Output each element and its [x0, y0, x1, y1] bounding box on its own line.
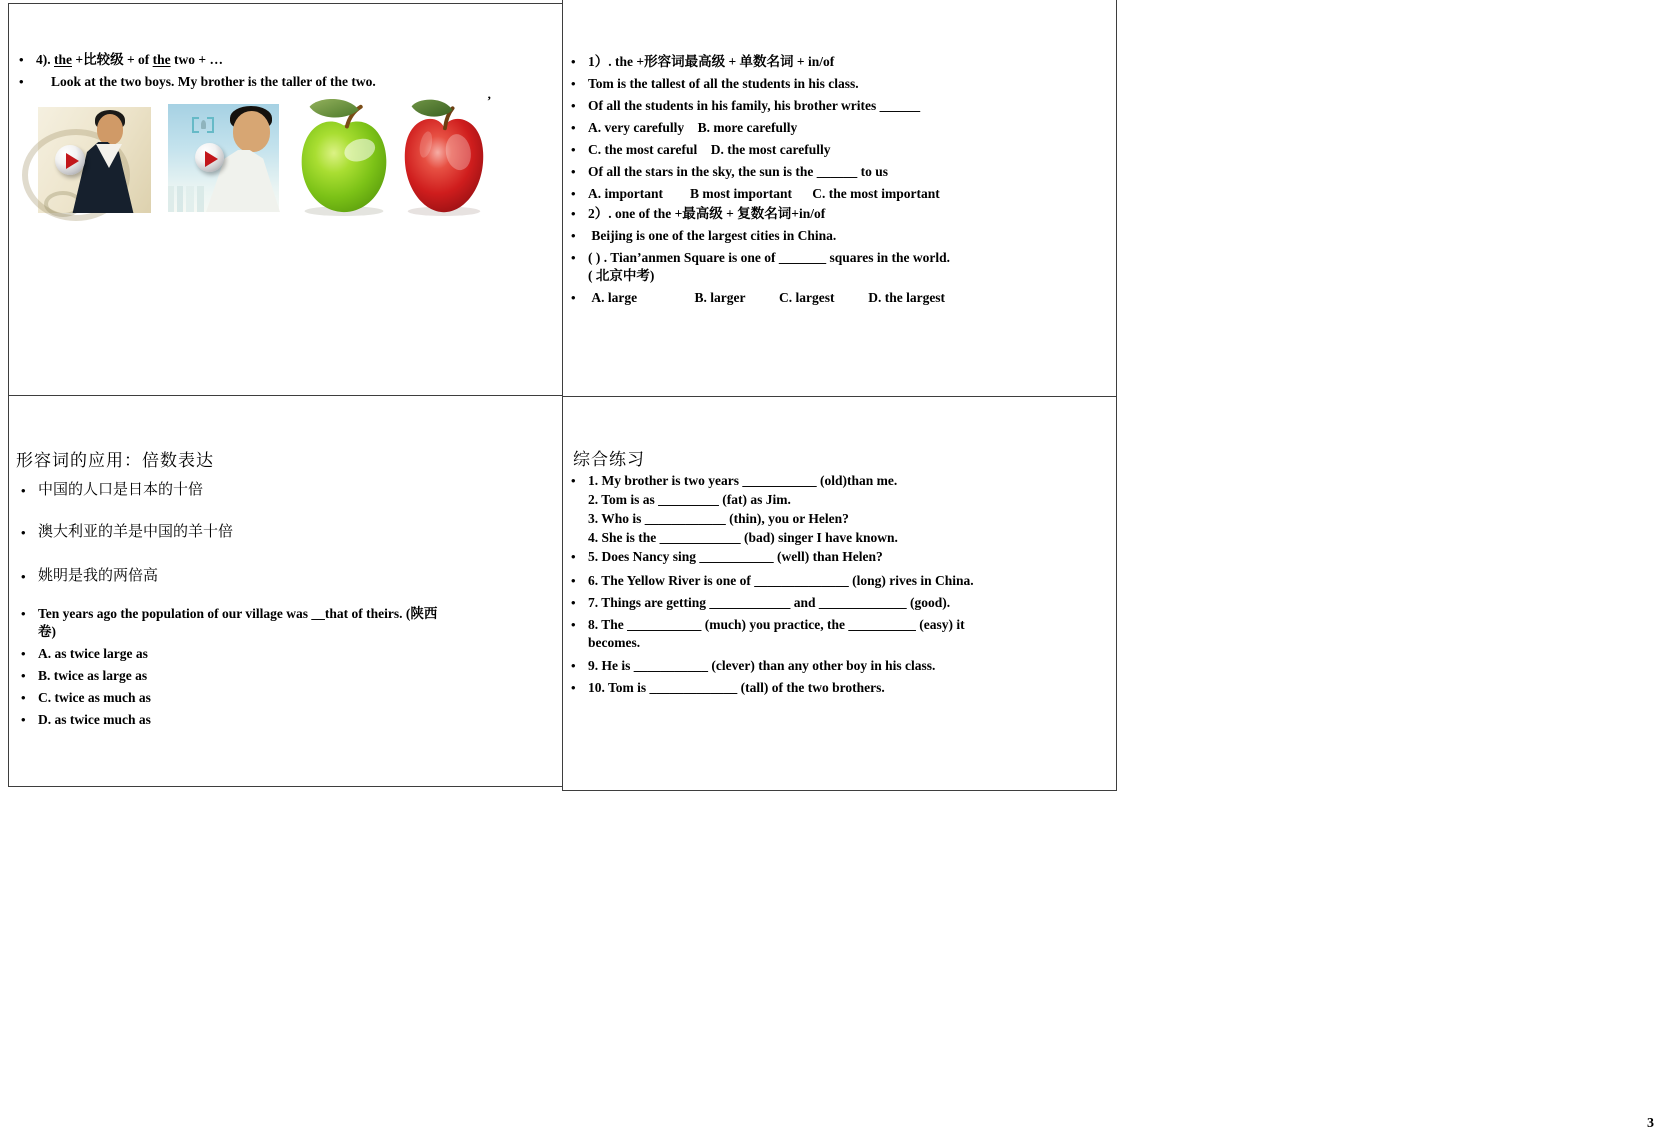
capture-frame-icon [192, 117, 214, 133]
bullet-line [21, 523, 233, 542]
video-thumbnail-man-suit [38, 107, 151, 213]
line-text: 1. My brother is two years ___________ (old)than me. [588, 473, 898, 488]
bullet-icon [571, 248, 588, 267]
bullet-icon [21, 666, 38, 685]
slide-top-right [562, 0, 1117, 397]
bullet-icon [571, 96, 588, 115]
person-glyph [201, 120, 206, 129]
play-icon[interactable] [195, 143, 224, 172]
line-text: 姚明是我的两倍高 [38, 568, 159, 584]
bullet-line [571, 204, 825, 223]
line-text-segment: two + … [170, 52, 223, 67]
line-text: 7. Things are getting ____________ and _____________ (good). [588, 595, 951, 610]
line-text: 4. She is the ____________ (bad) singer I have known. [588, 530, 898, 545]
line-text: C. twice as much as [38, 690, 151, 705]
slide-bottom-left [8, 395, 563, 787]
line-text: 2）. one of the +最高级 + 复数名词+in/of [588, 206, 826, 221]
bullet-icon [21, 567, 38, 586]
bullet-line [21, 567, 158, 586]
slide-bottom-right [562, 396, 1654, 1131]
line-text: B. twice as large as [38, 668, 148, 683]
line-text: Ten years ago the population of our village was __that of theirs. (陕西 [38, 606, 438, 621]
slide-top-left [8, 3, 563, 396]
bullet-icon [571, 547, 588, 566]
bullet-line [571, 615, 965, 634]
bullet-icon [21, 523, 38, 542]
green-apple-image [295, 95, 393, 217]
bullet-line [571, 288, 945, 307]
person-head [233, 111, 270, 152]
line-text: A. important B most important C. the most important [588, 186, 940, 201]
line-text: 澳大利亚的羊是中国的羊十倍 [38, 524, 234, 540]
bullet-line [571, 547, 883, 566]
bullet-icon [21, 688, 38, 707]
bullet-line [571, 678, 885, 697]
line-text: 9. He is ___________ (clever) than any other boy in his class. [588, 658, 936, 673]
continuation-line [588, 266, 654, 285]
bullet-line [571, 248, 950, 267]
line-text: 6. The Yellow River is one of ______________ (long) rives in China. [588, 573, 974, 588]
section-heading: 综合练习 [573, 450, 645, 469]
line-text-segment: +比较级 + of [72, 52, 153, 67]
stray-quote-mark: ’ [487, 93, 492, 108]
bullet-line [571, 118, 797, 137]
line-text: ( ) . Tian’anmen Square is one of _______ squares in the world. [588, 250, 951, 265]
bullet-line [21, 666, 147, 685]
bullet-icon [571, 615, 588, 634]
line-text: 1）. the +形容词最高级 + 单数名词 + in/of [588, 54, 835, 69]
bullet-icon [571, 593, 588, 612]
bullet-icon [571, 471, 588, 490]
line-text: Tom is the tallest of all the students in his class. [588, 76, 859, 91]
bullet-line [571, 571, 974, 590]
line-text: Look at the two boys. My brother is the taller of the two. [51, 74, 376, 89]
bullet-icon [571, 204, 588, 223]
bullet-line [19, 72, 376, 91]
bullet-line [571, 74, 859, 93]
bullet-line [571, 656, 935, 675]
bullet-icon [571, 226, 588, 245]
city-skyline-decor [168, 186, 208, 212]
line-text: 中国的人口是日本的十倍 [38, 482, 204, 498]
bullet-icon [571, 678, 588, 697]
continuation-line [588, 490, 791, 509]
bullet-icon [571, 184, 588, 203]
line-text: Of all the stars in the sky, the sun is the ______ to us [588, 164, 889, 179]
continuation-line [38, 622, 56, 641]
bullet-line [571, 52, 834, 71]
line-text: 卷) [38, 624, 56, 639]
bullet-line [21, 644, 148, 663]
bullet-line [21, 604, 437, 623]
line-text [36, 50, 223, 69]
bullet-icon [571, 656, 588, 675]
bullet-icon [571, 571, 588, 590]
line-text: D. as twice much as [38, 712, 151, 727]
bullet-line [571, 593, 950, 612]
bullet-line [21, 688, 151, 707]
bullet-icon [571, 162, 588, 181]
section-heading: 形容词的应用：倍数表达 [16, 451, 214, 470]
bullet-icon [19, 72, 36, 91]
line-text: becomes. [588, 635, 641, 650]
continuation-line [588, 528, 898, 547]
line-text: Of all the students in his family, his brother writes ______ [588, 98, 921, 113]
play-icon[interactable] [55, 145, 85, 175]
line-text: A. large B. larger C. largest D. the largest [588, 290, 946, 305]
continuation-line [588, 509, 849, 528]
video-thumbnail-man-blue [168, 104, 279, 212]
line-text: ( 北京中考) [588, 268, 655, 283]
line-text: 5. Does Nancy sing ___________ (well) than Helen? [588, 549, 883, 564]
line-text: C. the most careful D. the most carefully [588, 142, 831, 157]
bullet-icon [19, 50, 36, 69]
person-head [97, 114, 123, 145]
bullet-line [571, 140, 830, 159]
bullet-icon [571, 288, 588, 307]
continuation-line [588, 633, 640, 652]
red-apple-image [395, 93, 493, 217]
bullet-line [19, 50, 223, 69]
bullet-line [21, 710, 151, 729]
bullet-line [571, 226, 836, 245]
bullet-icon [21, 481, 38, 500]
line-text: 2. Tom is as _________ (fat) as Jim. [588, 492, 791, 507]
line-text-segment-underlined: the [152, 52, 171, 67]
line-text: 3. Who is ____________ (thin), you or Helen? [588, 511, 849, 526]
bullet-icon [571, 52, 588, 71]
bullet-icon [21, 644, 38, 663]
bullet-line [571, 96, 920, 115]
bullet-line [21, 481, 203, 500]
bullet-line [571, 184, 940, 203]
bullet-icon [571, 140, 588, 159]
bullet-icon [21, 604, 38, 623]
line-text-segment: 4). [36, 52, 54, 67]
line-text: 10. Tom is _____________ (tall) of the two brothers. [588, 680, 885, 695]
line-text: Beijing is one of the largest cities in China. [588, 228, 837, 243]
line-text-segment-underlined: the [54, 52, 72, 67]
bullet-icon [21, 710, 38, 729]
line-text: A. as twice large as [38, 646, 148, 661]
page-number: 3 [1647, 1116, 1654, 1131]
line-text: 8. The ___________ (much) you practice, the __________ (easy) it [588, 617, 965, 632]
bullet-icon [571, 118, 588, 137]
bullet-icon [571, 74, 588, 93]
line-text: A. very carefully B. more carefully [588, 120, 798, 135]
bullet-line [571, 162, 888, 181]
bullet-line [571, 471, 897, 490]
